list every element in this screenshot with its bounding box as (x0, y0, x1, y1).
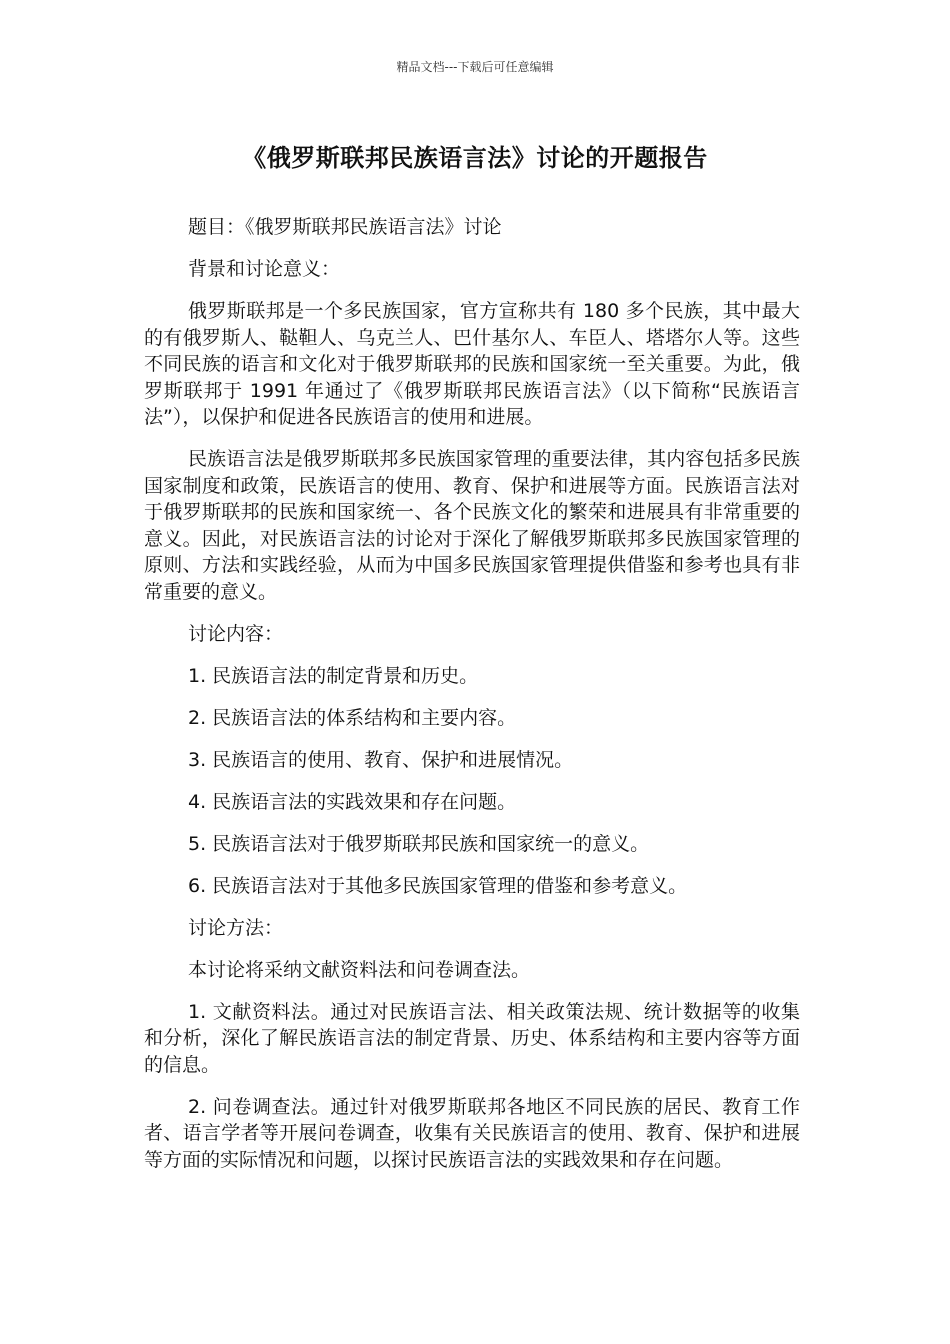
topic-line: 题目：《俄罗斯联邦民族语言法》讨论 (188, 216, 502, 238)
content-item-4: 4. 民族语言法的实践效果和存在问题。 (188, 790, 517, 813)
method-item-1: 1. 文献资料法。通过对民族语言法、相关政策法规、统计数据等的收集和分析，深化了解民族语言法的制定背景、历史、体系结构和主要内容等方面的信息。 (144, 1000, 800, 1076)
section-heading-content: 讨论内容： (188, 622, 284, 645)
method-item-2: 2. 问卷调查法。通过针对俄罗斯联邦各地区不同民族的居民、教育工作者、语言学者等开展问卷调查，收集有关民族语言的使用、教育、保护和进展等方面的实际情况和问题，以探讨民族语言法的实践效果和存在问题。 (144, 1095, 800, 1171)
content-item-1: 1. 民族语言法的制定背景和历史。 (188, 664, 479, 687)
content-item-2: 2. 民族语言法的体系结构和主要内容。 (188, 706, 517, 729)
content-item-6: 6. 民族语言法对于其他多民族国家管理的借鉴和参考意义。 (188, 874, 688, 897)
document-body (144, 214, 800, 1189)
content-item-5: 5. 民族语言法对于俄罗斯联邦民族和国家统一的意义。 (188, 832, 650, 855)
paragraph-background-1: 俄罗斯联邦是一个多民族国家，官方宣称共有 180 多个民族，其中最大的有俄罗斯人、鞑靼人、乌克兰人、巴什基尔人、车臣人、塔塔尔人等。这些不同民族的语言和文化对于俄罗斯联邦的民族和国家统一至关重要。为此，俄罗斯联邦于 1991 年通过了《俄罗斯联邦民族语言法》（以下简称“民族语言法”），以保护和促进各民族语言的使用和进展。 (144, 300, 800, 428)
content-item-3: 3. 民族语言的使用、教育、保护和进展情况。 (188, 748, 574, 771)
section-heading-method: 讨论方法： (188, 916, 284, 939)
header-note: 精品文档---下载后可任意编辑 (396, 60, 554, 74)
method-intro: 本讨论将采纳文献资料法和问卷调查法。 (188, 958, 531, 981)
document-title: 《俄罗斯联邦民族语言法》讨论的开题报告 (242, 144, 708, 172)
paragraph-background-2: 民族语言法是俄罗斯联邦多民族国家管理的重要法律，其内容包括多民族国家制度和政策，民族语言的使用、教育、保护和进展等方面。民族语言法对于俄罗斯联邦的民族和国家统一、各个民族文化的繁荣和进展具有非常重要的意义。因此，对民族语言法的讨论对于深化了解俄罗斯联邦多民族国家管理的原则、方法和实践经验，从而为中国多民族国家管理提供借鉴和参考也具有非常重要的意义。 (144, 448, 800, 603)
section-heading-background: 背景和讨论意义： (188, 258, 341, 280)
